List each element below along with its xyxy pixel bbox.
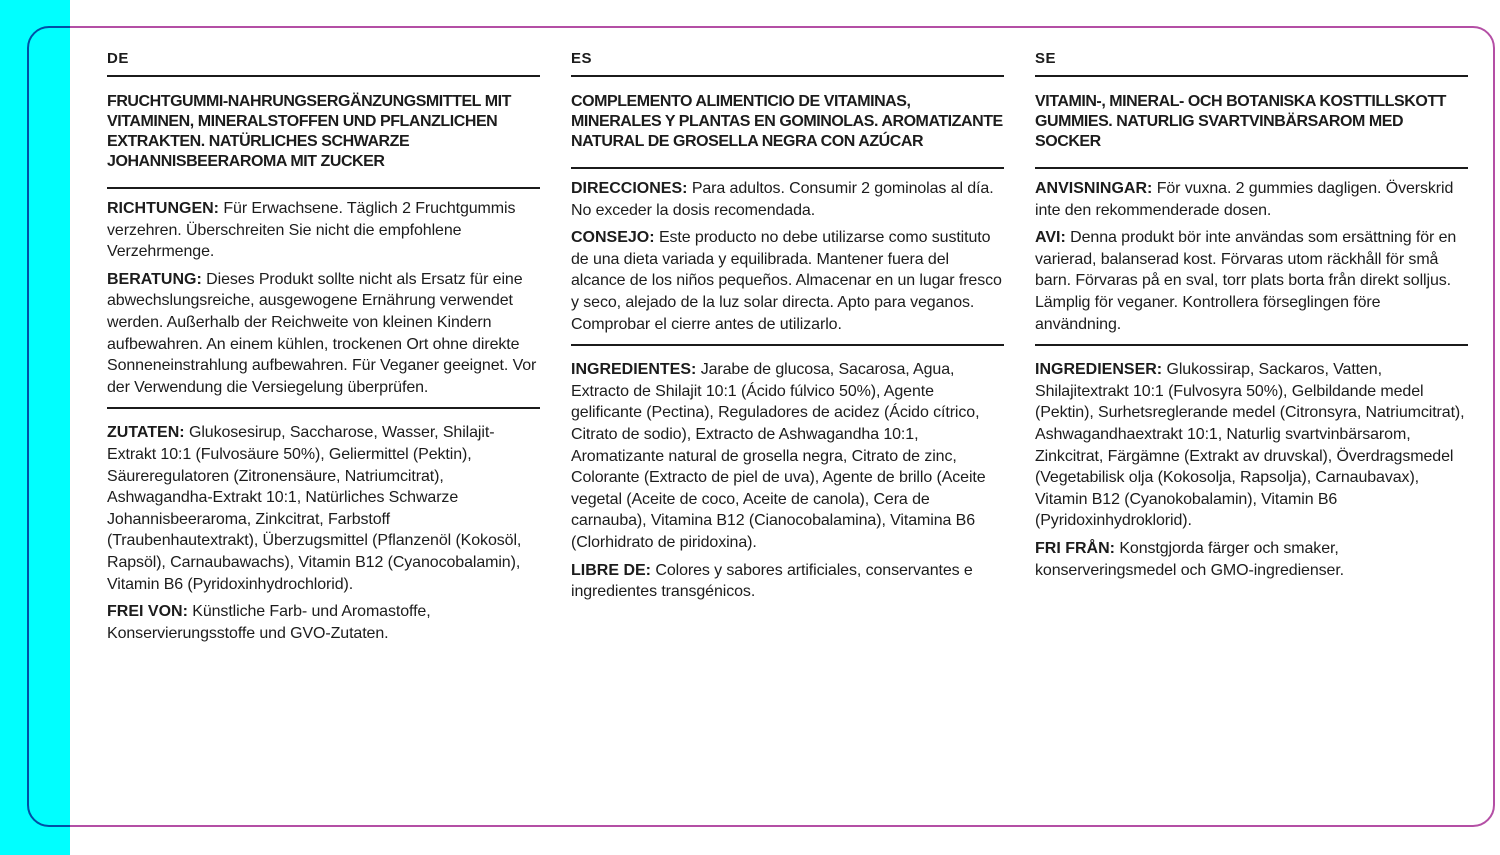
directions-label: RICHTUNGEN: xyxy=(107,200,219,217)
directions-text: Für Erwachsene. Täglich 2 Fruchtgummis verzehren. Überschreiten Sie nicht die empfohlene Verzehrmenge. xyxy=(107,200,516,261)
free-from-paragraph xyxy=(1035,538,1468,581)
divider xyxy=(107,187,540,189)
divider xyxy=(571,344,1004,346)
ingredients-paragraph xyxy=(571,359,1004,553)
ingredients-text: Glukosesirup, Saccharose, Wasser, Shilajit-Extrakt 10:1 (Fulvosäure 50%), Geliermittel (Pektin), Säureregulatoren (Zitronensäure, Natriumcitrat), Ashwagandha-Extrakt 10:1, Natürliches Schwarze Johannisbeeraroma, Zinkcitrat, Farbstoff (Traubenhautextrakt), Überzugsmittel (Pflanzenöl (Kokosöl, Rapsöl), Carnaubawachs), Vitamin B12 (Cyanocobalamin), Vitamin B6 (Pyridoxinhydrochlorid). xyxy=(107,424,522,593)
directions-paragraph xyxy=(107,198,540,263)
directions-paragraph xyxy=(1035,178,1468,221)
advice-text: Este producto no debe utilizarse como sustituto de una dieta variada y equilibrada. Mantener fuera del alcance de los niños pequeños. Almacenar en un lugar fresco y seco, alejado de la luz solar directa. Apto para veganos. Comprobar el cierre antes de utilizarlo. xyxy=(571,229,1002,333)
advice-text: Dieses Produkt sollte nicht als Ersatz für eine abwechslungsreiche, ausgewogene Ernährung verwendet werden. Außerhalb der Reichweite von kleinen Kindern aufbewahren. An einem kühlen, trockenen Ort ohne direkte Sonneneinstrahlung aufbewahren. Für Veganer geeignet. Vor der Verwendung die Versiegelung überprüfen. xyxy=(107,270,537,396)
ingredients-label: INGREDIENTES: xyxy=(571,361,697,379)
column-se xyxy=(1035,50,1468,644)
product-title-se: VITAMIN-, MINERAL- OCH BOTANISKA KOSTTILLSKOTT GUMMIES. NATURLIG SVARTVINBÄRSAROM MED SOCKER xyxy=(1035,93,1446,150)
divider xyxy=(571,75,1004,77)
advice-paragraph xyxy=(571,227,1004,335)
divider xyxy=(107,407,540,409)
divider xyxy=(1035,75,1468,77)
column-de xyxy=(107,50,540,644)
advice-label: AVI: xyxy=(1035,229,1066,247)
free-from-text: Konstgjorda färger och smaker, konserveringsmedel och GMO-ingredienser. xyxy=(1035,539,1345,579)
directions-label: DIRECCIONES: xyxy=(571,180,688,197)
language-code-se: SE xyxy=(1035,50,1057,67)
ingredients-text: Glukossirap, Sackaros, Vatten, Shilajitextrakt 10:1 (Fulvosyra 50%), Gelbildande medel (Pektin), Surhetsreglerande medel (Citronsyra, Natriumcitrat), Ashwagandhaextrakt 10:1, Naturlig svartvinbärsarom, Zinkcitrat, Färgämne (Extrakt av druvskal), Överdragsmedel (Vegetabilisk olja (Kokosolja, Rapsolja), Carnaubavax), Vitamin B12 (Cyanokobalamin), Vitamin B6 (Pyridoxinhydroklorid). xyxy=(1035,361,1465,530)
free-from-text: Künstliche Farb- und Aromastoffe, Konservierungsstoffe und GVO-Zutaten. xyxy=(107,603,431,642)
advice-paragraph xyxy=(107,269,540,399)
free-from-paragraph xyxy=(571,560,1004,603)
free-from-label: LIBRE DE: xyxy=(571,561,651,579)
language-code-de: DE xyxy=(107,50,129,67)
free-from-label: FRI FRÅN: xyxy=(1035,539,1115,557)
ingredients-paragraph xyxy=(107,422,540,595)
product-title-de: FRUCHTGUMMI-NAHRUNGSERGÄNZUNGSMITTEL MIT VITAMINEN, MINERALSTOFFEN UND PFLANZLICHEN EXTRAKTEN. NATÜRLICHES SCHWARZE JOHANNISBEERAROMA MIT ZUCKER xyxy=(107,93,511,170)
advice-label: CONSEJO: xyxy=(571,229,655,247)
advice-paragraph xyxy=(1035,227,1468,335)
directions-text: Para adultos. Consumir 2 gominolas al día. No exceder la dosis recomendada. xyxy=(571,180,994,219)
ingredients-text: Jarabe de glucosa, Sacarosa, Agua, Extracto de Shilajit 10:1 (Ácido fúlvico 50%), Agente gelificante (Pectina), Reguladores de acidez (Ácido cítrico, Citrato de sodio), Extracto de Ashwagandha 10:1, Aromatizante natural de grosella negra, Citrato de zinc, Colorante (Extracto de piel de uva), Agente de brillo (Aceite vegetal (Aceite de coco, Aceite de canola), Cera de carnauba), Vitamina B12 (Cianocobalamina), Vitamina B6 (Clorhidrato de piridoxina). xyxy=(571,361,986,551)
divider xyxy=(1035,344,1468,346)
directions-label: ANVISNINGAR: xyxy=(1035,180,1153,197)
cyan-edge-stripe xyxy=(0,0,70,855)
language-code-es: ES xyxy=(571,50,593,67)
ingredients-label: INGREDIENSER: xyxy=(1035,361,1163,379)
directions-paragraph xyxy=(571,178,1004,221)
ingredients-label: ZUTATEN: xyxy=(107,424,185,442)
label-content xyxy=(107,50,1468,644)
directions-text: För vuxna. 2 gummies dagligen. Överskrid inte den rekommenderade dosen. xyxy=(1035,180,1454,219)
divider xyxy=(107,75,540,77)
product-title-es: COMPLEMENTO ALIMENTICIO DE VITAMINAS, MINERALES Y PLANTAS EN GOMINOLAS. AROMATIZANTE NATURAL DE GROSELLA NEGRA CON AZÚCAR xyxy=(571,93,1003,150)
divider xyxy=(1035,167,1468,169)
divider xyxy=(571,167,1004,169)
ingredients-paragraph xyxy=(1035,359,1468,532)
free-from-paragraph xyxy=(107,601,540,644)
advice-text: Denna produkt bör inte användas som ersättning för en varierad, balanserad kost. Förvaras utom räckhåll för små barn. Förvaras på en sval, torr plats borta från direkt solljus. Lämplig för veganer. Kontrollera förseglingen före användning. xyxy=(1035,229,1457,333)
advice-label: BERATUNG: xyxy=(107,270,202,288)
free-from-text: Colores y sabores artificiales, conservantes e ingredientes transgénicos. xyxy=(571,561,973,601)
column-es xyxy=(571,50,1004,644)
free-from-label: FREI VON: xyxy=(107,603,188,621)
